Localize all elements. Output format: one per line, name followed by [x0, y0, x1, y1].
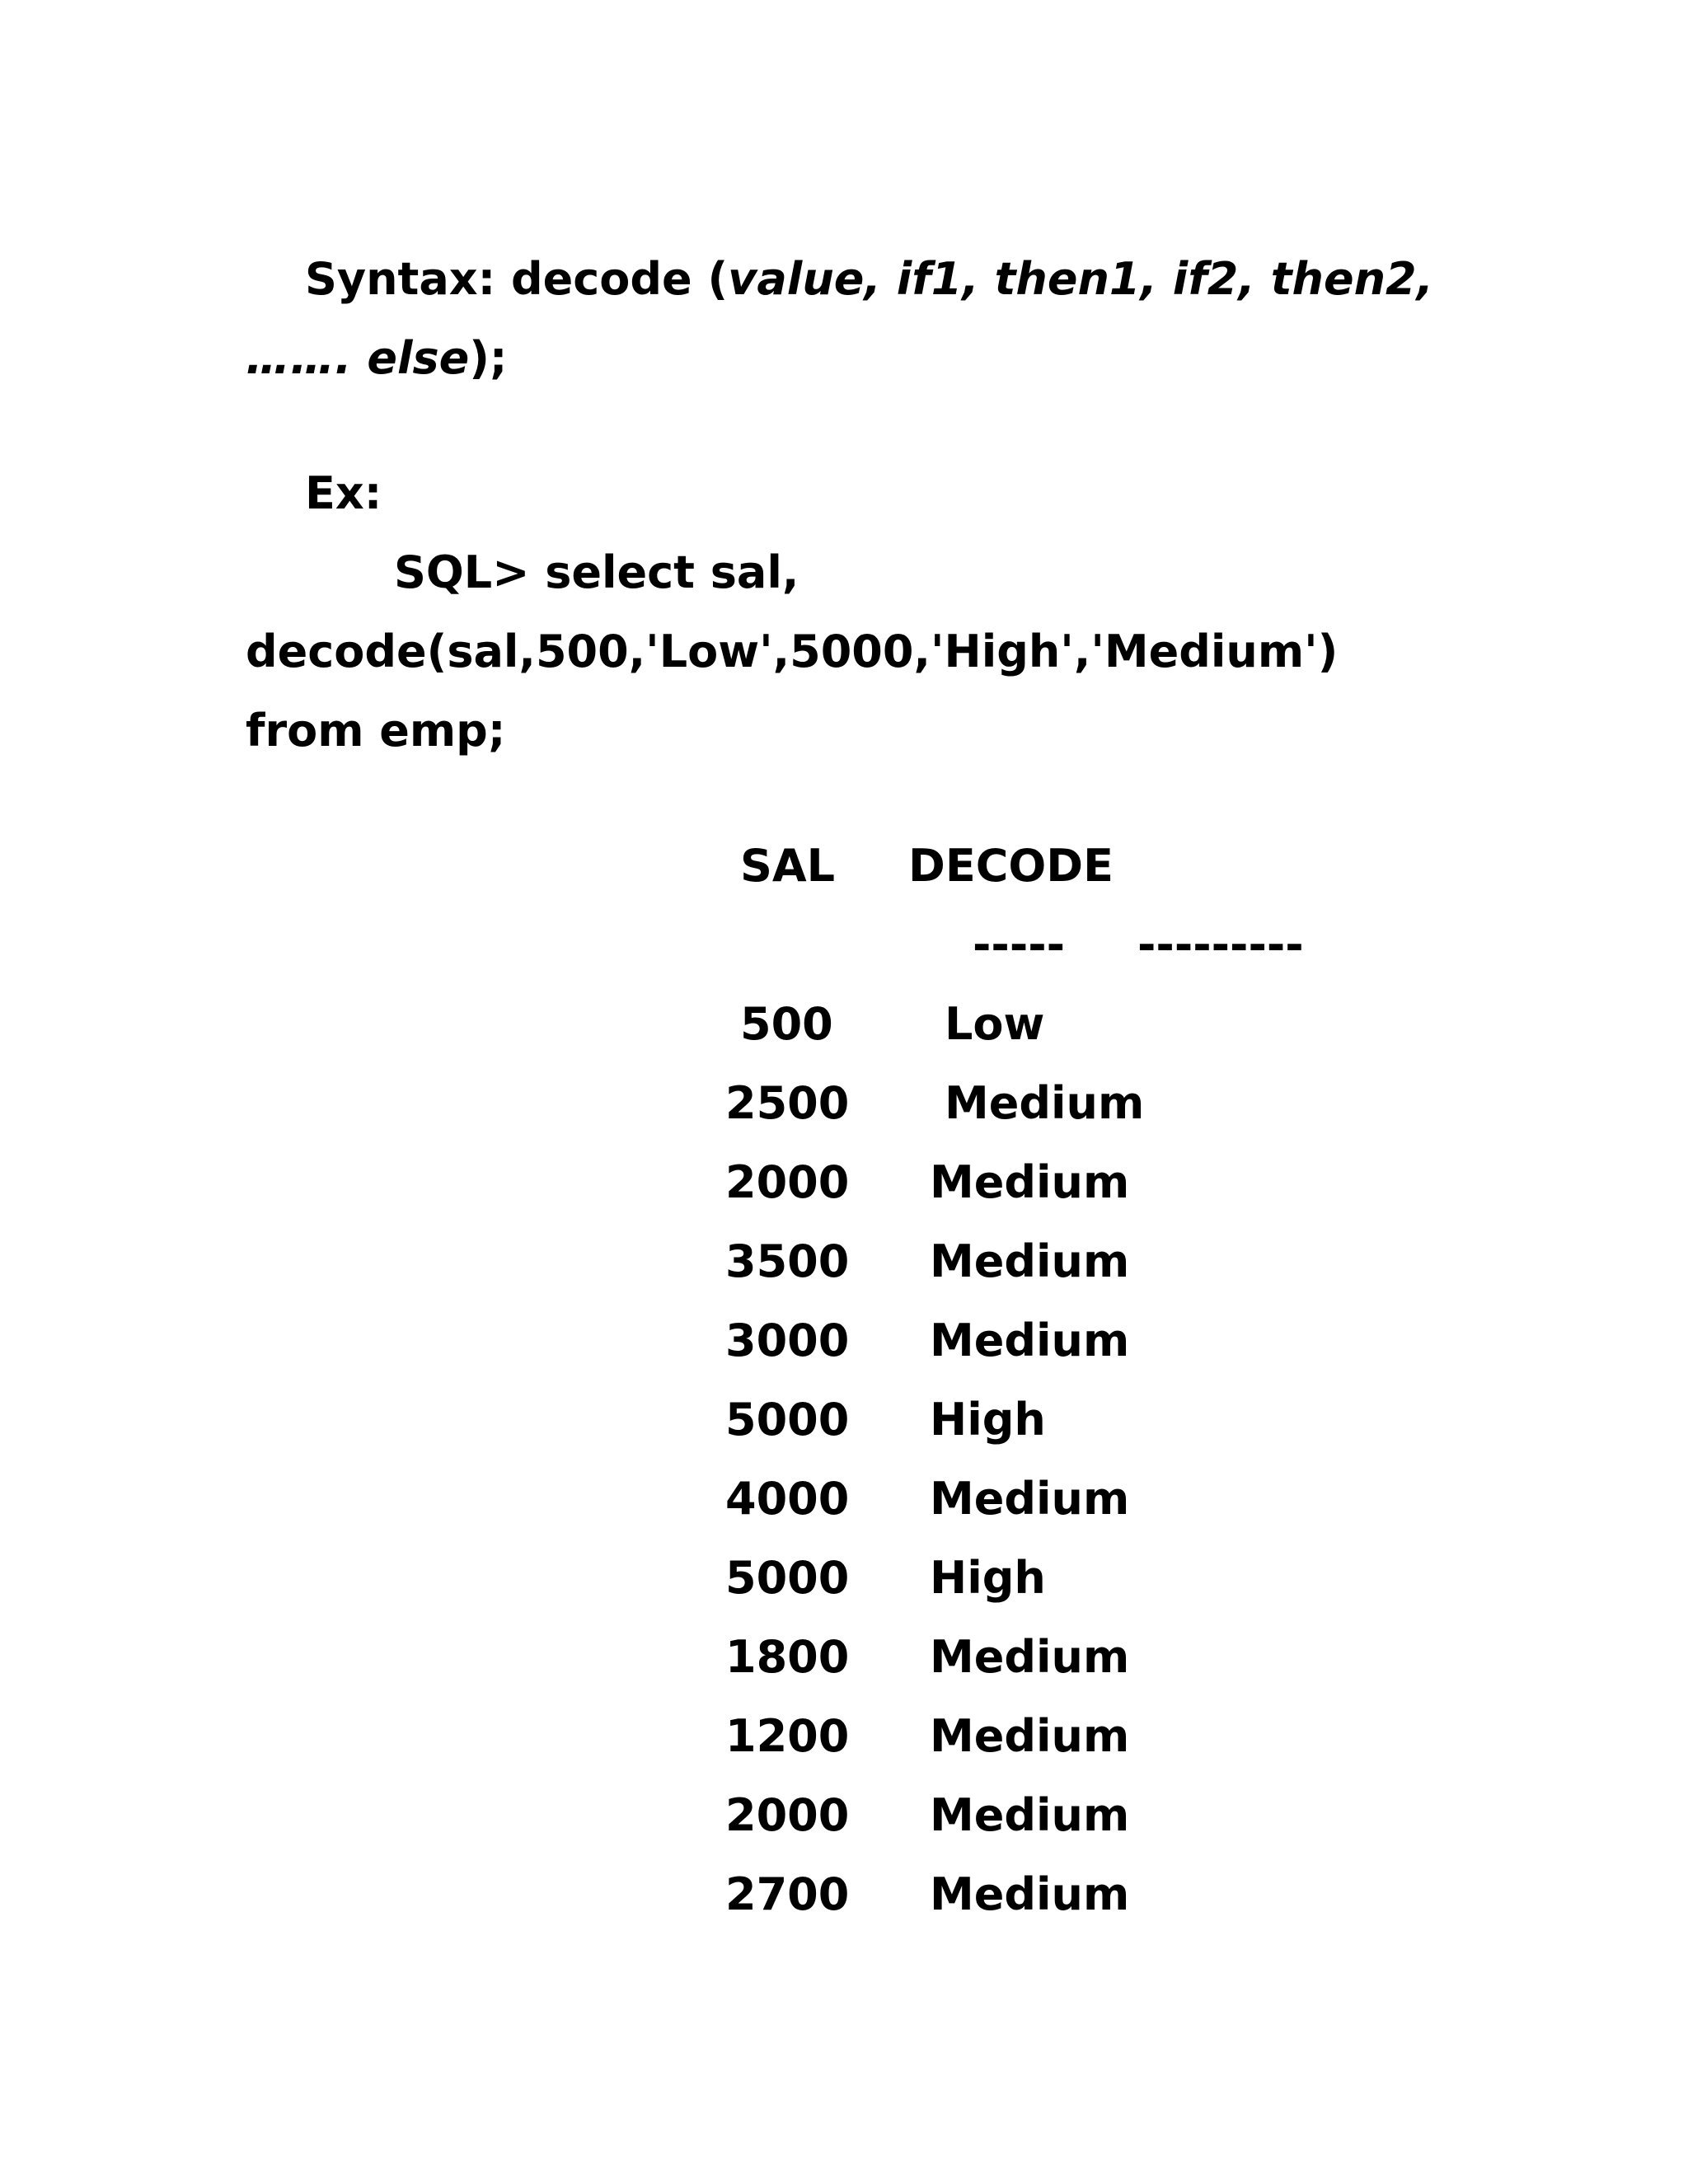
- table-row-sal: 5000: [725, 1552, 850, 1604]
- table-row-decode: Medium: [930, 1156, 1130, 1208]
- table-row-decode: Medium: [930, 1235, 1130, 1287]
- syntax-end: );: [469, 332, 508, 384]
- table-row-decode: High: [930, 1552, 1046, 1604]
- syntax-continuation: [246, 332, 508, 384]
- syntax-dots: …….: [246, 332, 368, 384]
- table-row-sal: 1200: [725, 1710, 850, 1762]
- example-label: Ex:: [305, 467, 382, 519]
- table-row-sal: 2000: [725, 1789, 850, 1841]
- table-row-decode: Medium: [930, 1315, 1130, 1366]
- syntax-prefix: Syntax: decode (: [305, 253, 729, 305]
- table-row-decode: Low: [945, 998, 1045, 1050]
- syntax-params: value, if1, then1, if2, then2,: [728, 253, 1434, 305]
- table-row-sal: 3000: [725, 1315, 850, 1366]
- table-row-sal: 3500: [725, 1235, 850, 1287]
- table-row-sal: 2700: [725, 1868, 850, 1920]
- sql-line-1: SQL> select sal,: [394, 546, 799, 598]
- table-row-sal: 500: [740, 998, 833, 1050]
- table-row-decode: Medium: [930, 1631, 1130, 1683]
- separator-sal: -----: [973, 919, 1066, 971]
- table-row-sal: 2500: [725, 1077, 850, 1129]
- header-decode: DECODE: [908, 840, 1114, 892]
- table-row-decode: Medium: [930, 1789, 1130, 1841]
- header-sal: SAL: [740, 840, 836, 892]
- syntax-else: else: [367, 332, 470, 384]
- separator-decode: ---------: [1137, 919, 1304, 971]
- table-row-sal: 4000: [725, 1473, 850, 1525]
- sql-line-3: from emp;: [246, 705, 506, 757]
- table-row-sal: 2000: [725, 1156, 850, 1208]
- table-row-decode: Medium: [930, 1868, 1130, 1920]
- table-row-decode: High: [930, 1394, 1046, 1446]
- table-row-decode: Medium: [930, 1473, 1130, 1525]
- syntax-line: [305, 253, 1434, 305]
- table-row-sal: 1800: [725, 1631, 850, 1683]
- sql-line-2: decode(sal,500,'Low',5000,'High','Medium'): [246, 626, 1339, 677]
- table-row-sal: 5000: [725, 1394, 850, 1446]
- table-row-decode: Medium: [945, 1077, 1145, 1129]
- table-row-decode: Medium: [930, 1710, 1130, 1762]
